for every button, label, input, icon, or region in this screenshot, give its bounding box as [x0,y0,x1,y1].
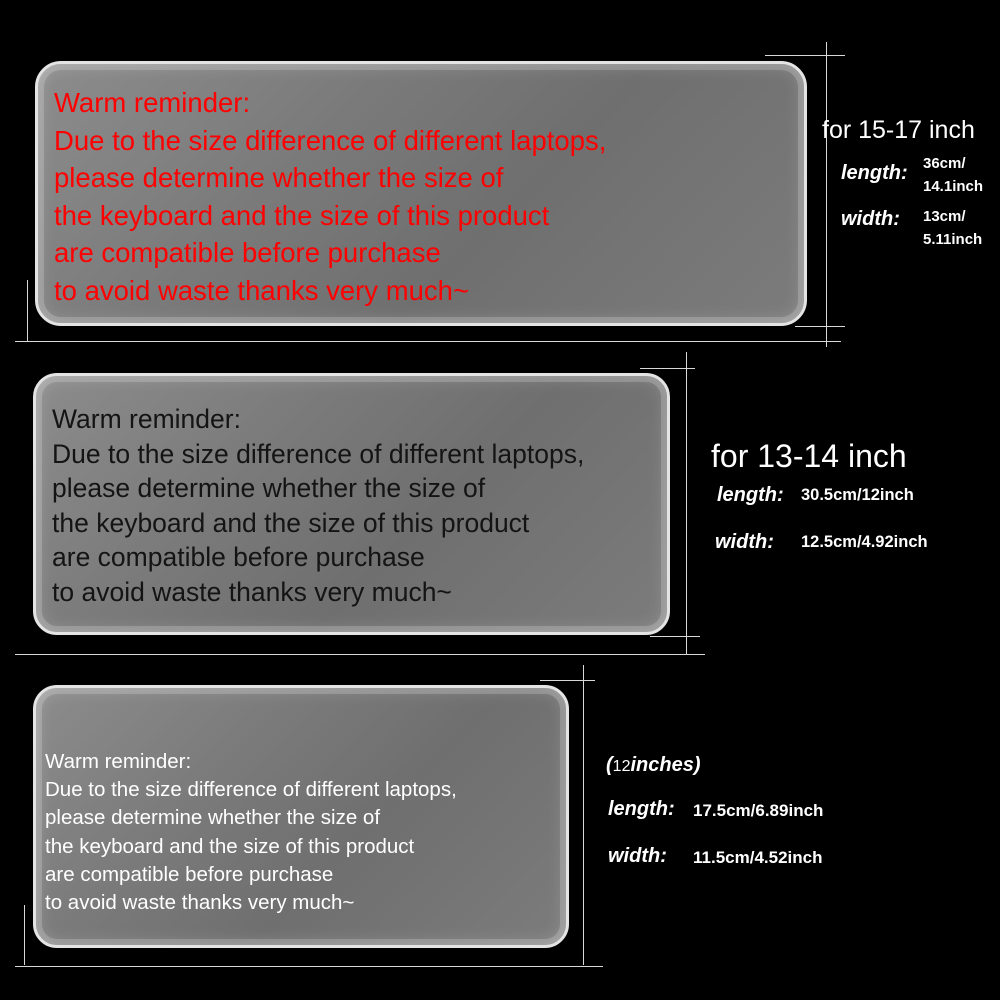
width-value: 12.5cm/4.92inch [801,533,928,551]
length-value: 36cm/ [923,155,966,172]
reminder-line: are compatible before purchase [54,237,441,268]
reminder-line: please determine whether the size of [52,473,486,504]
reminder-line: Due to the size difference of different laptops, [54,124,607,156]
length-value: 14.1inch [923,178,984,195]
guide-line-left-1 [27,280,28,342]
reminder-text-medium [52,402,584,610]
reminder-line: are compatible before purchase [45,862,334,886]
width-value: 11.5cm/4.52inch [693,848,823,867]
guide-line-top-3 [540,680,595,681]
reminder-line: to avoid waste thanks very much~ [45,891,355,915]
length-label: length: [717,484,784,506]
size-heading: for 15-17 inch [822,116,975,144]
width-label: width: [841,208,900,230]
reminder-line: the keyboard and the size of this product [45,834,415,858]
length-label: length: [841,162,908,184]
size-heading: for 13-14 inch [711,438,907,474]
reminder-title: Warm reminder: [54,87,251,118]
keyboard-cover-large [35,61,807,326]
guide-line-corner-2 [650,636,700,637]
guide-line-right-2 [686,352,687,654]
width-label: width: [715,531,774,553]
keyboard-cover-medium [33,373,670,635]
size-heading [606,754,701,777]
guide-line-right-1 [826,42,827,347]
guide-line-corner-1 [795,326,845,327]
reminder-line: Due to the size difference of different laptops, [45,778,457,802]
reminder-title: Warm reminder: [52,404,241,434]
guide-line-bottom-3 [15,966,603,967]
reminder-title: Warm reminder: [45,750,192,773]
size-heading-prefix: ( [606,754,613,776]
reminder-line: Due to the size difference of different laptops, [52,438,585,469]
guide-line-bottom-2 [15,654,705,655]
width-label: width: [608,845,667,867]
size-heading-suffix: inches) [630,754,701,776]
guide-line-bottom-1 [15,341,841,342]
reminder-text-large [54,84,606,309]
width-value: 5.11inch [923,231,983,248]
reminder-line: the keyboard and the size of this product [52,507,530,538]
length-label: length: [608,798,675,820]
guide-line-right-3 [583,665,584,965]
reminder-line: the keyboard and the size of this product [54,199,550,231]
reminder-line: to avoid waste thanks very much~ [54,274,469,306]
reminder-line: please determine whether the size of [45,806,381,830]
reminder-line: please determine whether the size of [54,162,504,193]
guide-line-top-1 [765,55,845,56]
width-value: 13cm/ [923,208,966,225]
length-value: 17.5cm/6.89inch [693,801,824,820]
reminder-line: are compatible before purchase [52,542,425,573]
length-value: 30.5cm/12inch [801,486,914,504]
reminder-text-small [45,748,457,917]
guide-line-left-3 [24,905,25,965]
keyboard-cover-small [33,685,569,948]
reminder-line: to avoid waste thanks very much~ [52,576,452,607]
size-heading-number: 12 [612,758,631,775]
